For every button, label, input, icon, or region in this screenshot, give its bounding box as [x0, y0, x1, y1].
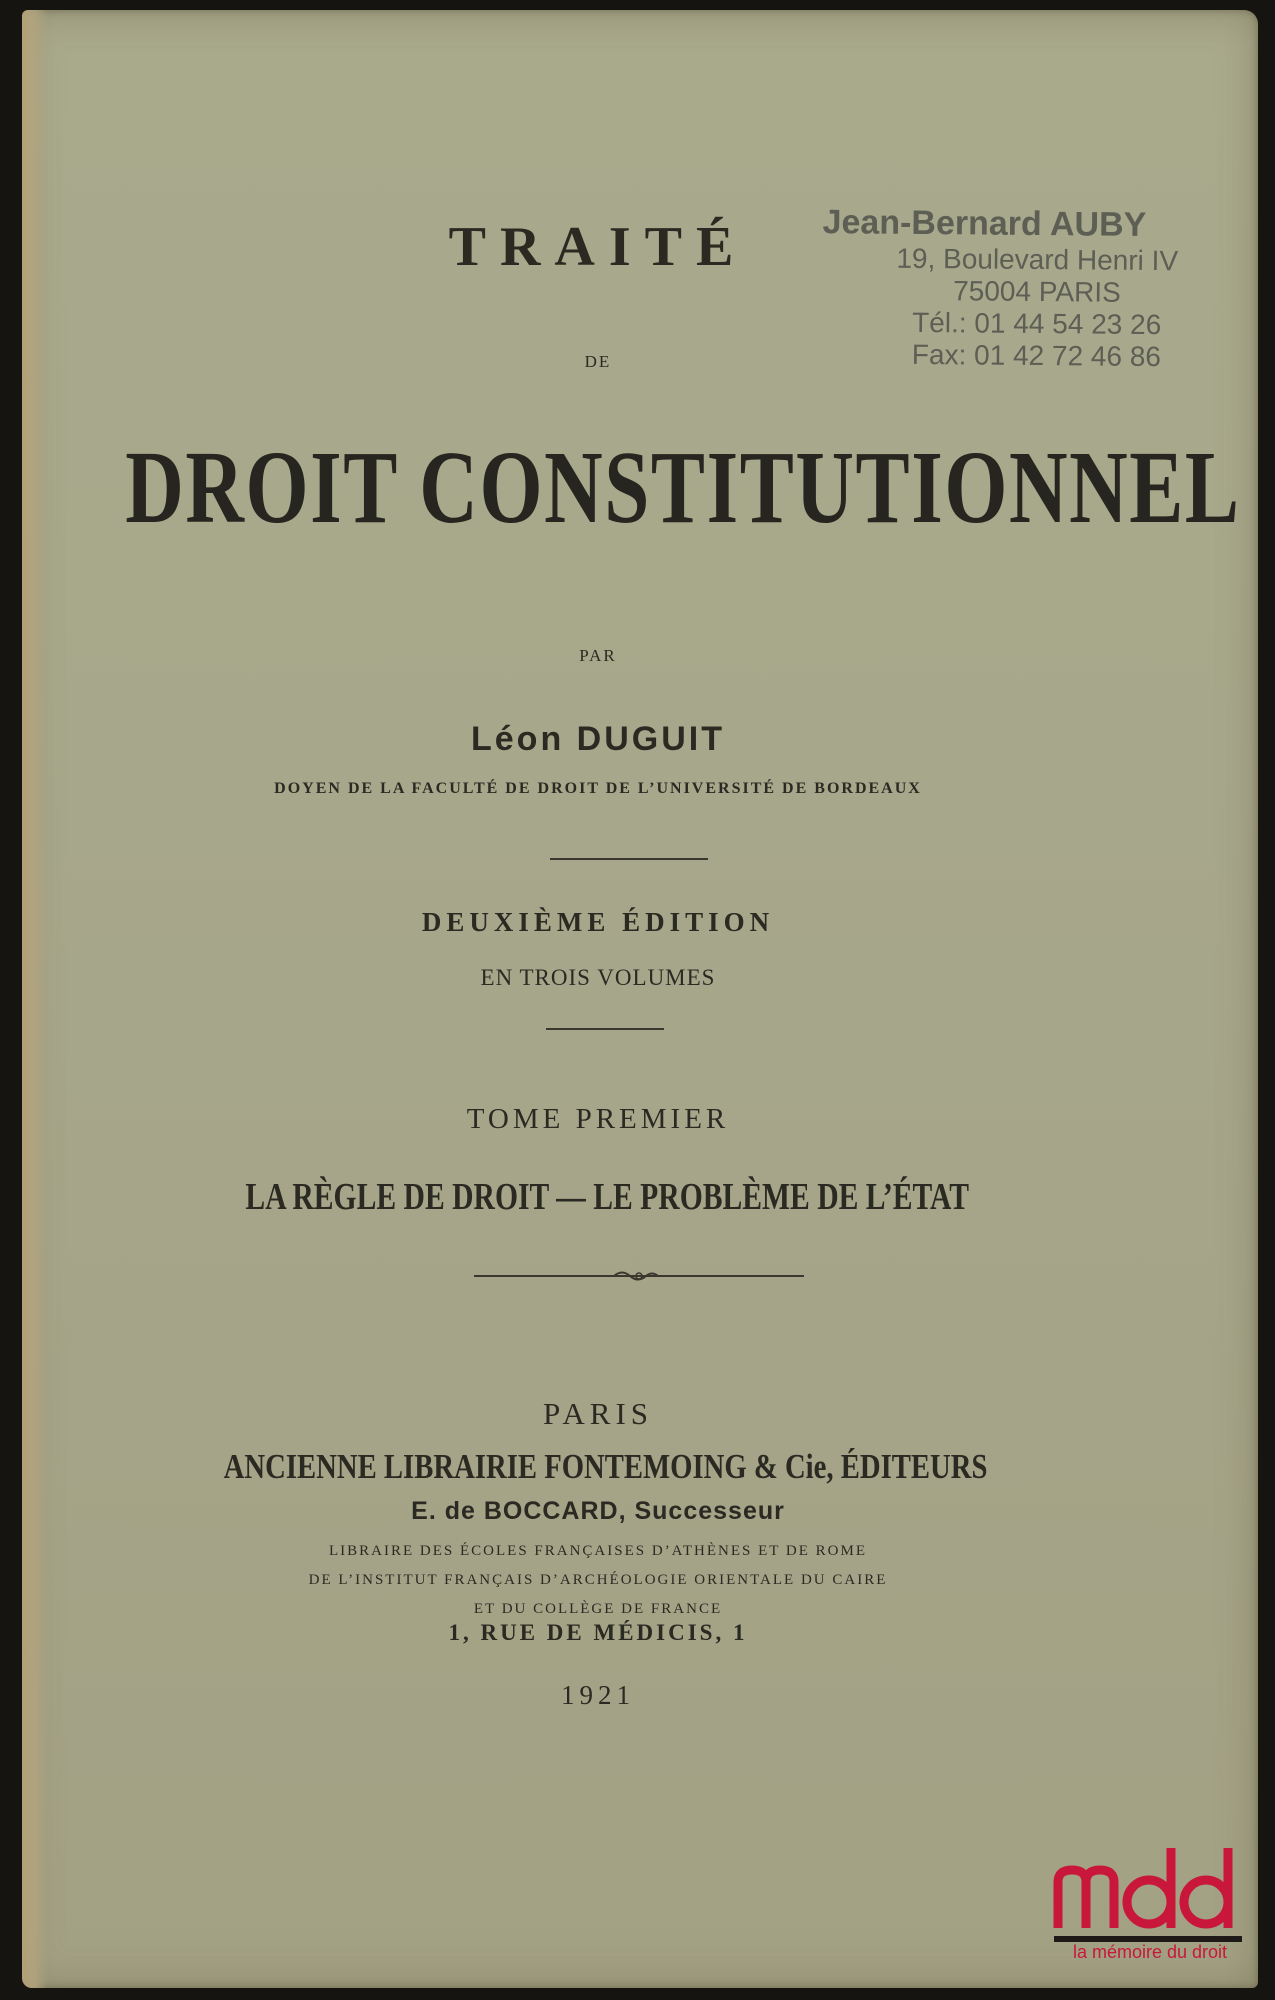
cover-connector: DE [584, 352, 612, 371]
divider-rule [546, 1028, 664, 1030]
bookseller-line: ET DU COLLÈGE DE FRANCE [473, 1601, 723, 1617]
stamp-city: 75004 PARIS [953, 275, 1121, 308]
bookseller-line: LIBRAIRE DES ÉCOLES FRANÇAISES D’ATHÈNES ET DE ROME [329, 1543, 867, 1559]
mdd-logo-icon [1050, 1830, 1250, 1960]
book-cover [22, 10, 1258, 1988]
stamp-name: Jean-Bernard AUBY [822, 203, 1147, 244]
publisher-address: 1, RUE DE MÉDICIS, 1 [448, 1620, 748, 1645]
author-name: Léon DUGUIT [471, 720, 725, 758]
stamp-fax: Fax: 01 42 72 46 86 [911, 338, 1162, 373]
publication-year: 1921 [561, 1680, 635, 1710]
author-role: DOYEN DE LA FACULTÉ DE DROIT DE L’UNIVERSITÉ DE BORDEAUX [274, 780, 922, 797]
edition-label: DEUXIÈME ÉDITION [421, 907, 775, 937]
publisher-successor: E. de BOCCARD, Successeur [411, 1497, 785, 1525]
stamp-phone: Tél.: 01 44 54 23 26 [912, 306, 1162, 341]
bookseller-affiliations [22, 1537, 1216, 1624]
volumes-label: EN TROIS VOLUMES [480, 965, 716, 990]
bookseller-line: DE L’INSTITUT FRANÇAIS D’ARCHÉOLOGIE ORIENTALE DU CAIRE [308, 1572, 888, 1588]
publisher-name: ANCIENNE LIBRAIRIE FONTEMOING & Cie, ÉDITEURS [223, 1447, 988, 1486]
logo-caption: la mémoire du droit [1072, 1942, 1228, 1962]
cover-heading: TRAITÉ [448, 216, 748, 278]
divider-rule [550, 858, 708, 860]
volume-subtitle: LA RÈGLE DE DROIT — LE PROBLÈME DE L’ÉTAT [245, 1176, 970, 1218]
publisher-city: PARIS [542, 1396, 654, 1431]
by-label: PAR [579, 646, 617, 665]
owner-stamp [821, 203, 1252, 374]
stamp-street: 19, Boulevard Henri IV [896, 242, 1179, 277]
book-title: DROIT CONSTITUTIONNEL [125, 430, 1241, 545]
tome-label: TOME PREMIER [466, 1103, 730, 1135]
ornament-rule [474, 1266, 804, 1286]
